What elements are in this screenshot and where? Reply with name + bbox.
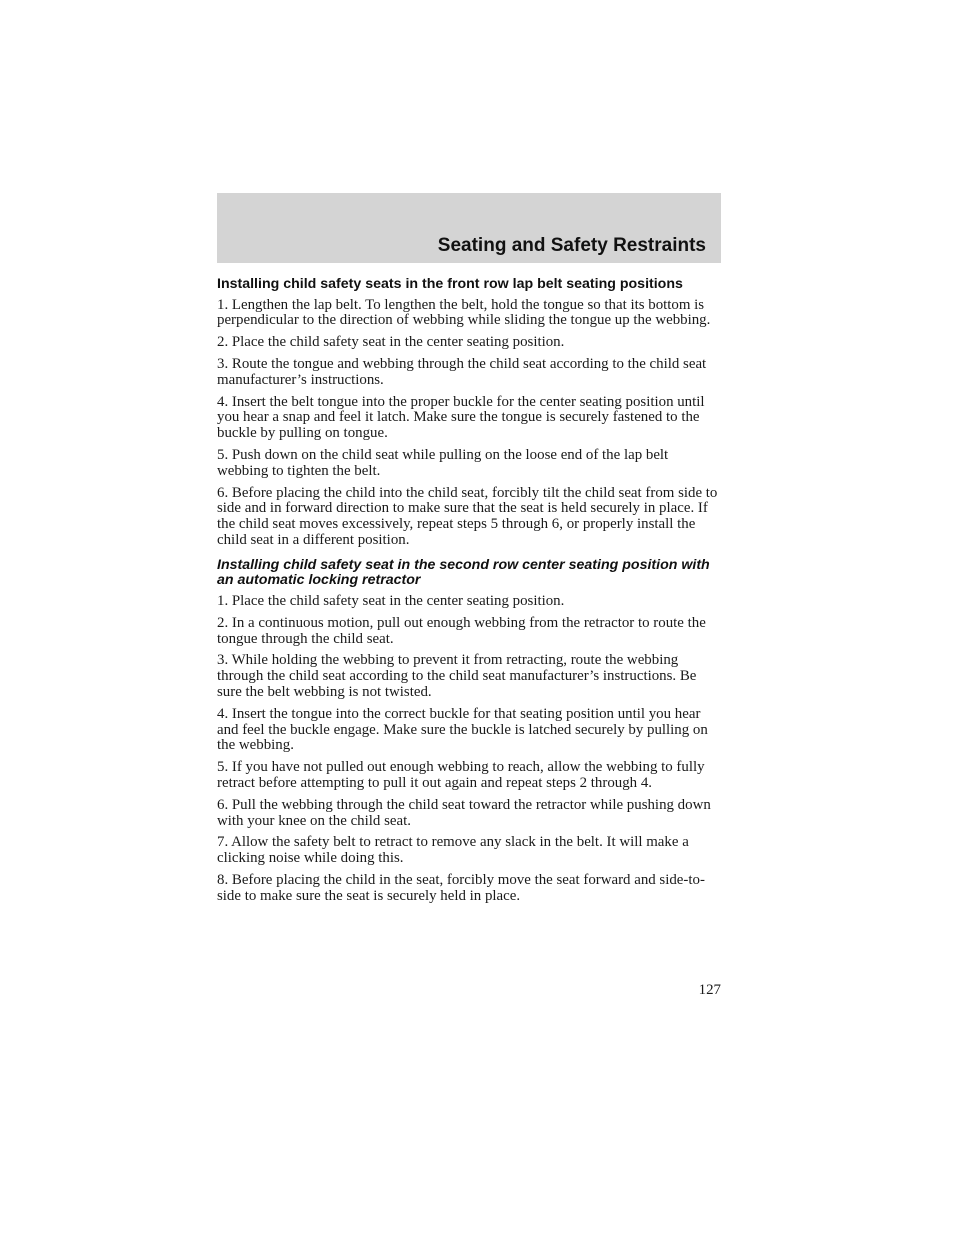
second-row-step-5: 5. If you have not pulled out enough webbing to reach, allow the webbing to fully retract before attempting to pull it out again and repeat steps 2 through 4.: [217, 759, 705, 791]
second-row-step-6: 6. Pull the webbing through the child seat toward the retractor while pushing down with your knee on the child seat.: [217, 796, 711, 829]
second-row-step-1: 1. Place the child safety seat in the center seating position.: [217, 592, 565, 609]
front-row-step-4: 4. Insert the belt tongue into the proper buckle for the center seating position until you hear a snap and feel it latch. Make sure the tongue is securely fastened to the buckle by pulling on tongue.: [217, 393, 705, 442]
section-header-band: [217, 193, 721, 263]
page-content: [217, 277, 721, 904]
manual-page: [217, 193, 721, 910]
front-row-step-5: 5. Push down on the child seat while pulling on the loose end of the lap belt webbing to tighten the belt.: [217, 446, 669, 479]
second-row-step-7: 7. Allow the safety belt to retract to remove any slack in the belt. It will make a clicking noise while doing this.: [217, 834, 689, 867]
front-row-step-2: 2. Place the child safety seat in the center seating position.: [217, 334, 565, 351]
front-row-step-3: 3. Route the tongue and webbing through the child seat according to the child seat manufacturer’s instructions.: [217, 355, 707, 388]
second-row-step-8: 8. Before placing the child in the seat, forcibly move the seat forward and side-to-side to make sure the seat is securely held in place.: [217, 871, 705, 904]
heading-second-row-center: Installing child safety seat in the second row center seating position with an automatic locking retractor: [217, 556, 710, 589]
front-row-step-1: 1. Lengthen the lap belt. To lengthen the belt, hold the tongue so that its bottom is perpendicular to the direction of webbing while sliding the tongue up the webbing.: [217, 296, 711, 329]
front-row-step-6: 6. Before placing the child into the child seat, forcibly tilt the child seat from side to side and in forward direction to make sure that the seat is held securely in place. If the child seat moves excessively, repeat steps 5 through 6, or properly install the child seat in a different position.: [217, 484, 718, 548]
page-number: 127: [698, 982, 721, 998]
heading-front-row-lap-belt: Installing child safety seats in the front row lap belt seating positions: [217, 276, 683, 292]
second-row-step-4: 4. Insert the tongue into the correct buckle for that seating position until you hear and feel the buckle engage. Make sure the buckle is latched securely by pulling on the webbing.: [217, 705, 708, 754]
second-row-step-3: 3. While holding the webbing to prevent it from retracting, route the webbing through the child seat according to the child seat manufacturer’s instructions. Be sure the belt webbing is not twisted.: [217, 652, 697, 700]
second-row-step-2: 2. In a continuous motion, pull out enough webbing from the retractor to route the tongue through the child seat.: [217, 614, 706, 647]
section-title: Seating and Safety Restraints: [437, 235, 706, 256]
